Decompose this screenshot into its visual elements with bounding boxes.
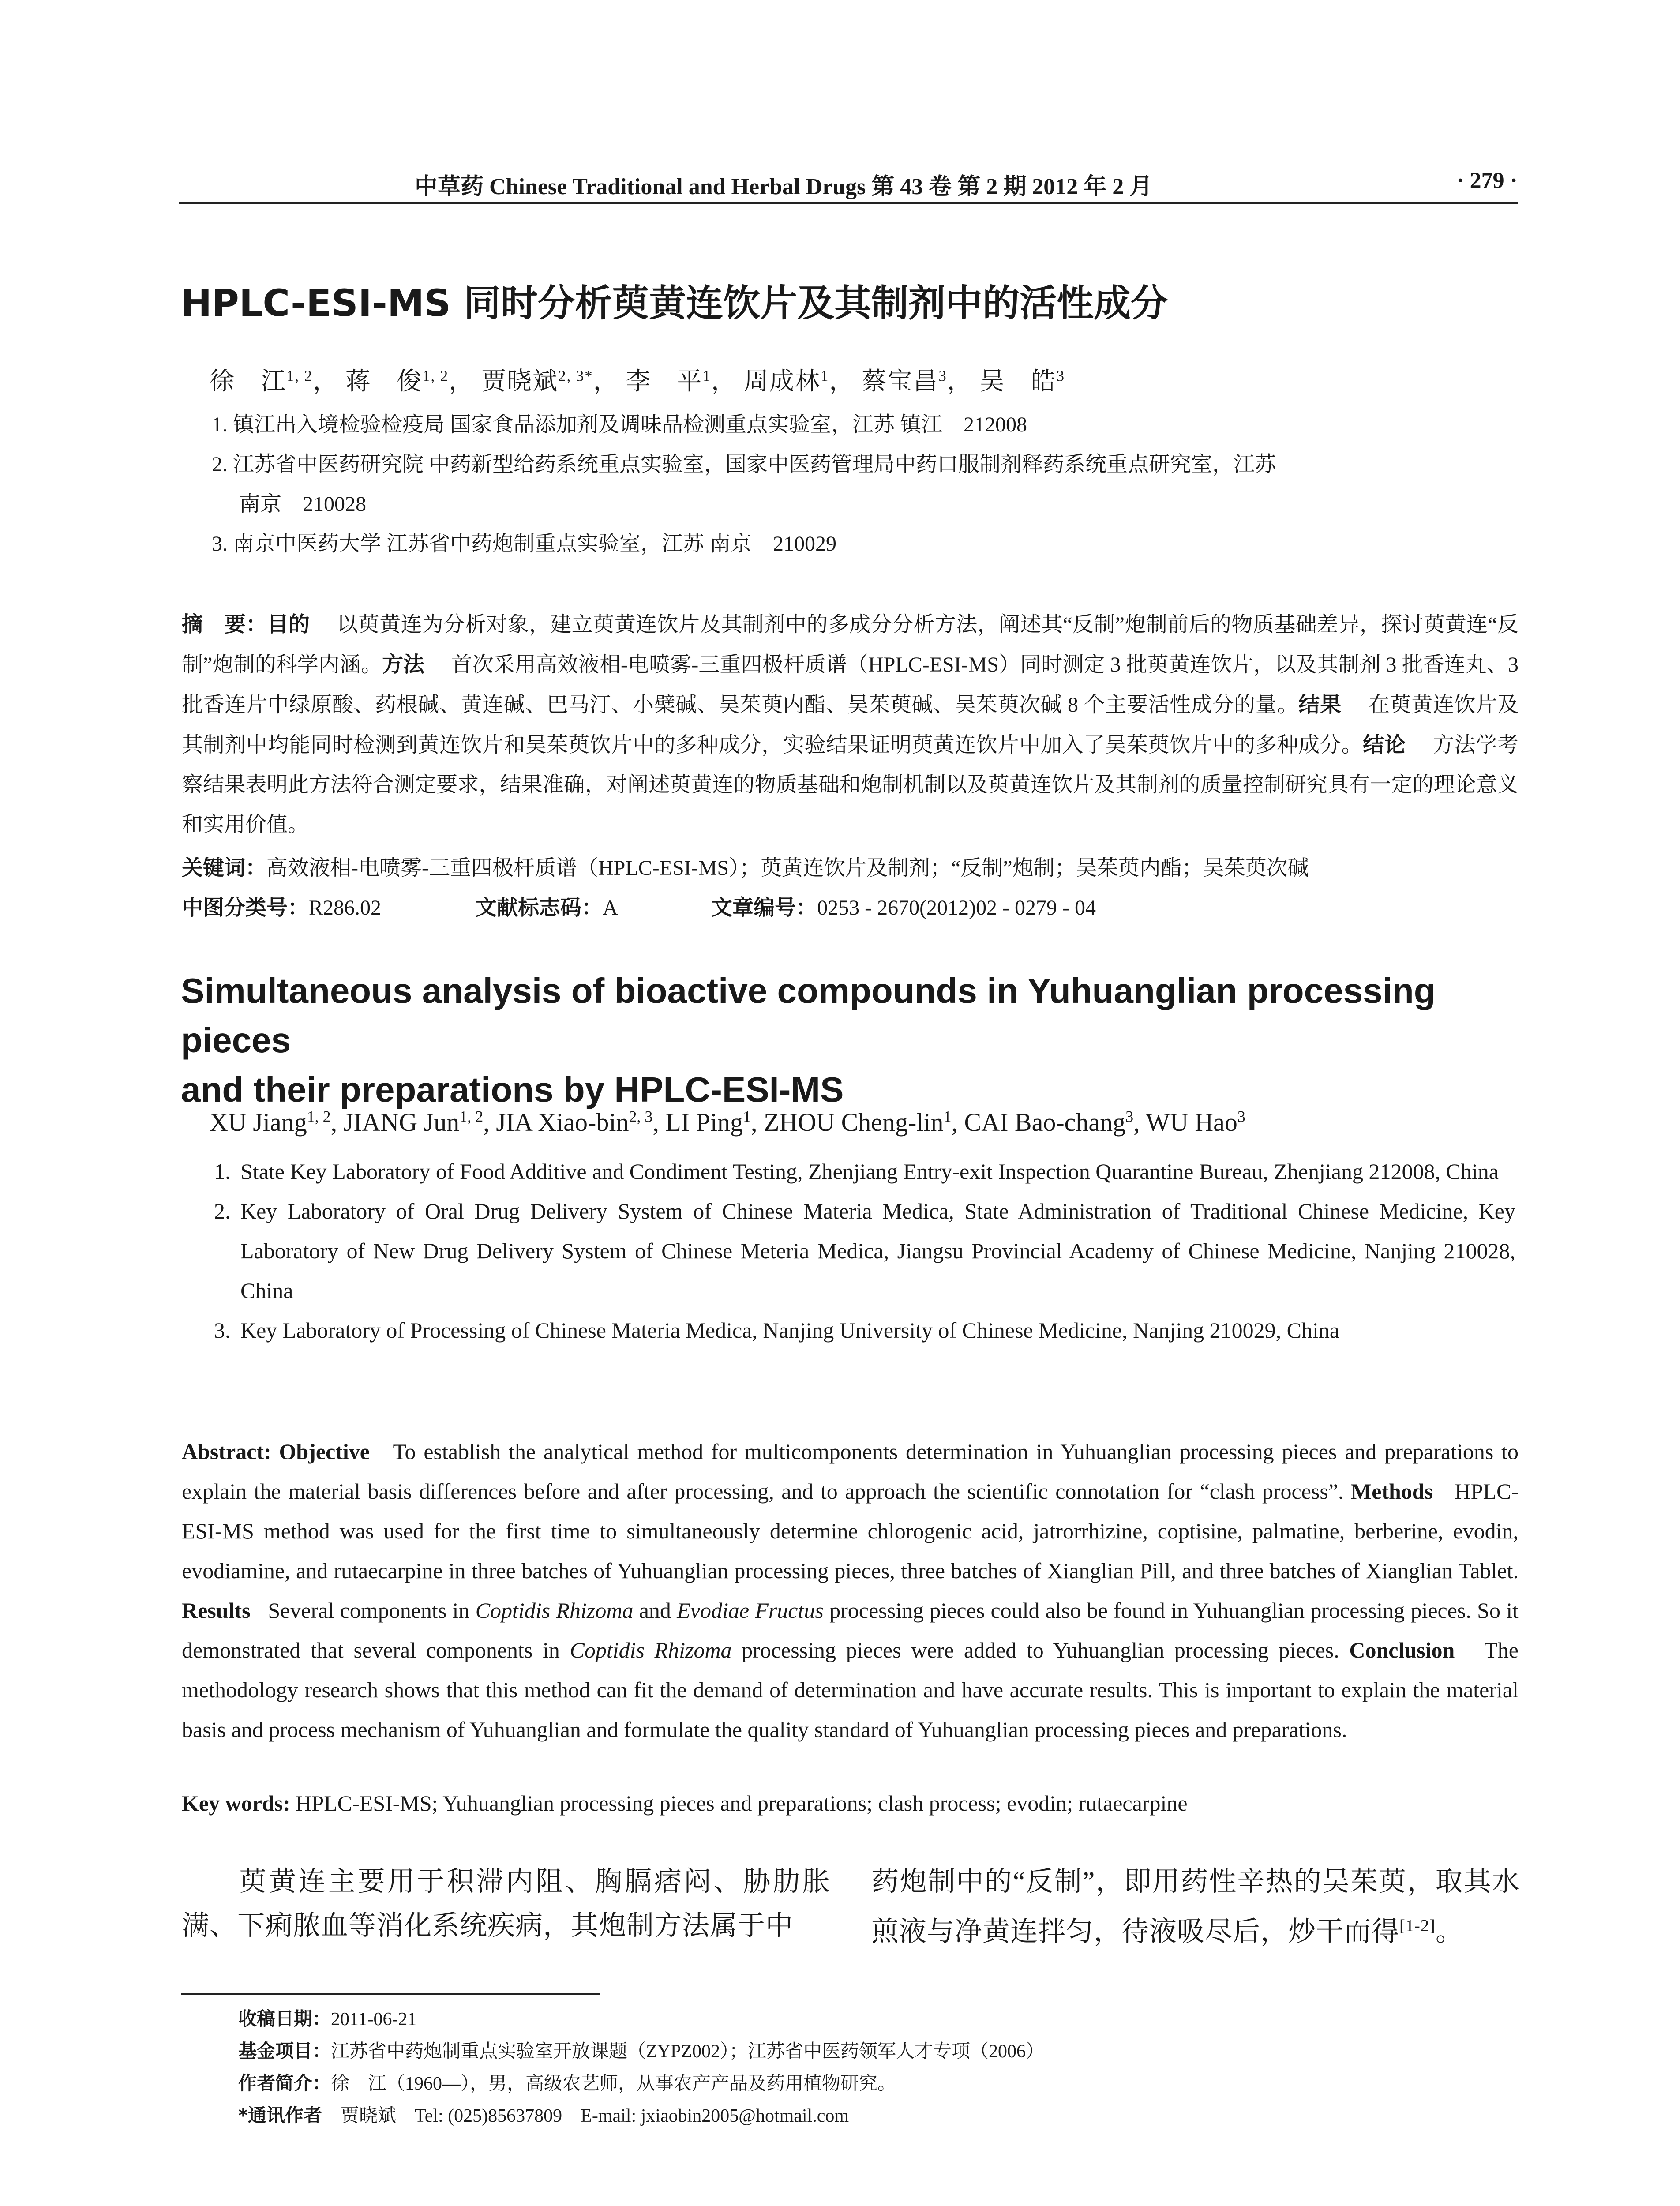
conclusion-label: 结论: [1363, 732, 1406, 757]
affiliation-en: 3. Key Laboratory of Processing of Chinese Materia Medica, Nanjing University of Chinese Medicine, Nanjing 210029, China: [214, 1318, 1340, 1343]
objective-en-text: To establish the analytical method for multicomponents determination in Yuhuanglian processing pieces and preparations to explain the material basis differences before and after processing, and to approach the scientific connotation for “clash process”.: [182, 1439, 1519, 1504]
author-cn: 蔡宝昌$^3$: [862, 367, 947, 395]
affiliations-en: [214, 1152, 1520, 1350]
author-cn: 徐 江$^{1, 2}$: [210, 367, 313, 395]
keywords-cn-text: 高效液相-电喷雾-三重四极杆质谱（HPLC-ESI-MS）；萸黄连饮片及制剂；“反制”炮制；吴茱萸内酯；吴茱萸次碱: [266, 856, 1309, 880]
keywords-en-label: Key words:: [182, 1791, 290, 1816]
footnotes: [238, 2003, 1044, 2132]
conclusion-en-text: The methodology research shows that this method can fit the demand of determination and have accurate results. This is important to explain the material basis and process mechanism of Yuhuanglian and formulate the quality standard of Yuhuanglian processing pieces and preparations.: [182, 1638, 1519, 1742]
page-number: · 279 ·: [1456, 168, 1518, 193]
results-text: 在萸黄连饮片及其制剂中均能同时检测到黄连饮片和吴茱萸饮片中的多种成分，实验结果证明萸黄连饮片中加入了吴茱萸饮片中的多种成分。: [182, 693, 1519, 757]
body-text: 药炮制中的“反制”，即用药性辛热的吴茱萸，取其水煎液与净黄连拌匀，待液吸尽后，炒干而得: [871, 1867, 1520, 1947]
authors-cn: 徐 江$^{1, 2}$， 蒋 俊$^{1, 2}$， 贾晓斌$^{2, 3*}$， 李 平$^1$， 周成林$^1$， 蔡宝昌$^3$， 吴 皓$^3$: [210, 367, 1065, 395]
conclusion-text: 方法学考察结果表明此方法符合测定要求，结果准确，对阐述萸黄连的物质基础和炮制机制以及萸黄连饮片及其制剂的质量控制研究具有一定的理论意义和实用价值。: [182, 733, 1519, 836]
journal-line: 中草药 Chinese Traditional and Herbal Drugs 第 43 卷 第 2 期 2012 年 2 月: [415, 174, 1153, 199]
species-name: Evodiae Fructus: [677, 1598, 824, 1623]
doc-code-label: 文献标志码：: [476, 895, 603, 920]
results-en-text: Several components in: [268, 1598, 470, 1623]
species-name: Coptidis Rhizoma: [475, 1598, 634, 1623]
results-en-text: processing pieces could also be found in Yuhuanglian processing pieces. So it demonstrated that several components in: [182, 1598, 1519, 1662]
affiliations-cn: [212, 405, 1522, 564]
doc-code-value: A: [603, 896, 617, 919]
abstract-en-label: Abstract: Objective: [182, 1439, 370, 1464]
clc-value: R286.02: [309, 896, 382, 919]
title-en-line2: and their preparations by HPLC-ESI-MS: [181, 1070, 844, 1109]
author-cn: 贾晓斌$^{2, 3*}$: [481, 367, 593, 395]
affiliation-cn: 2. 江苏省中医药研究院 中药新型给药系统重点实验室，国家中医药管理局中药口服制剂释药系统重点研究室，江苏: [212, 453, 1276, 476]
abstract-cn-label: 摘 要：: [182, 612, 267, 637]
footnote-fund: 基金项目：江苏省中药炮制重点实验室开放课题（ZYPZ002）；江苏省中医药领军人才专项（2006）: [238, 2040, 1045, 2062]
keywords-cn-label: 关键词：: [182, 855, 267, 880]
classification-line: [182, 890, 1096, 921]
affiliation-cn-cont: 南京 210028: [239, 492, 367, 516]
results-en-text: processing pieces were added to Yuhuanglian processing pieces.: [742, 1638, 1339, 1662]
title-en: [181, 966, 1526, 1114]
results-label: 结果: [1298, 692, 1342, 717]
author-cn: 吴 皓$^3$: [979, 367, 1065, 395]
body-text: 。: [1435, 1917, 1463, 1947]
species-name: Coptidis Rhizoma: [570, 1638, 732, 1662]
body-column-left: 萸黄连主要用于积滞内阻、胸膈痞闷、胁肋胀满、下痢脓血等消化系统疾病，其炮制方法属于中: [182, 1867, 830, 1941]
keywords-cn: [182, 851, 1309, 881]
objective-text: 以萸黄连为分析对象，建立萸黄连饮片及其制剂中的多成分分析方法，阐述其“反制”炮制前后的物质基础差异，探讨萸黄连“反制”炮制的科学内涵。: [182, 613, 1519, 676]
results-en-text: and: [639, 1598, 671, 1623]
affiliation-en: 1. State Key Laboratory of Food Additive and Condiment Testing, Zhenjiang Entry-exit Inspection Quarantine Bureau, Zhenjiang 212008, China: [214, 1159, 1499, 1184]
author-cn: 李 平$^1$: [626, 367, 711, 395]
footnote-rule: [181, 1993, 600, 1995]
article-no-value: 0253 - 2670(2012)02 - 0279 - 04: [817, 896, 1096, 919]
article-no-label: 文章编号：: [711, 895, 818, 920]
author-en: CAI Bao-chang$^3$: [964, 1108, 1134, 1137]
methods-en-text: HPLC-ESI-MS method was used for the first time to simultaneously determine chlorogenic acid, jatrorrhizine, coptisine, palmatine, berberine, evodin, evodiamine, and rutaecarpine in three batches of Yuhuanglian processing pieces, three batches of Xianglian Pill, and three batches of Xianglian Tablet.: [182, 1479, 1519, 1583]
methods-label: 方法: [382, 652, 425, 677]
keywords-en-text: HPLC-ESI-MS; Yuhuanglian processing pieces and preparations; clash process; evodin; rutaecarpine: [296, 1791, 1188, 1816]
abstract-cn: [182, 604, 1519, 844]
author-en: XU Jiang$^{1, 2}$: [210, 1108, 331, 1137]
author-en: JIA Xiao-bin$^{2, 3}$: [496, 1108, 653, 1137]
results-en-label: Results: [182, 1598, 251, 1623]
clc-label: 中图分类号：: [182, 895, 309, 920]
footnote-author: 作者简介：徐 江（1960—），男，高级农艺师，从事农产产品及药用植物研究。: [238, 2072, 896, 2094]
header-rule: [179, 202, 1518, 204]
affiliation-cn: 1. 镇江出入境检验检疫局 国家食品添加剂及调味品检测重点实验室，江苏 镇江 212008: [212, 413, 1028, 436]
author-cn: 蒋 俊$^{1, 2}$: [345, 367, 449, 395]
abstract-en: [182, 1432, 1519, 1749]
title-cn: HPLC-ESI-MS 同时分析萸黄连饮片及其制剂中的活性成分: [181, 281, 1168, 325]
authors-en: XU Jiang$^{1, 2}$, JIANG Jun$^{1, 2}$, JIA Xiao-bin$^{2, 3}$, LI Ping$^1$, ZHOU Cheng-lin$^1$, CAI Bao-chang$^3$, WU Hao$^3$: [210, 1108, 1245, 1137]
methods-en-label: Methods: [1351, 1479, 1433, 1504]
footnote-corresponding: *通讯作者 贾晓斌 Tel: (025)85637809 E-mail: jxiaobin2005@hotmail.com: [238, 2105, 849, 2126]
objective-label: 目的: [267, 612, 310, 637]
author-en: WU Hao$^3$: [1146, 1108, 1245, 1137]
methods-text: 首次采用高效液相-电喷雾-三重四极杆质谱（HPLC-ESI-MS）同时测定 3 批萸黄连饮片，以及其制剂 3 批香连丸、3 批香连片中绿原酸、药根碱、黄连碱、巴马汀、小檗碱、吴茱萸内酯、吴茱萸碱、吴茱萸次碱 8 个主要活性成分的量。: [182, 653, 1519, 717]
keywords-en: [182, 1790, 1188, 1816]
footnote-received: 收稿日期：2011-06-21: [238, 2008, 417, 2030]
conclusion-en-label: Conclusion: [1349, 1638, 1455, 1662]
author-en: JIANG Jun$^{1, 2}$: [343, 1108, 484, 1137]
body-column-right: [871, 1860, 1520, 1954]
citation: [1-2]: [1399, 1917, 1436, 1935]
running-header: [179, 168, 1518, 199]
author-en: ZHOU Cheng-lin$^1$: [764, 1108, 952, 1137]
affiliation-cn: 3. 南京中医药大学 江苏省中药炮制重点实验室，江苏 南京 210029: [212, 532, 837, 555]
affiliation-en: 2. Key Laboratory of Oral Drug Delivery System of Chinese Materia Medica, State Administration of Traditional Chinese Medicine, Key Laboratory of New Drug Delivery System of Chinese Meteria Medica, Jiangsu Provincial Academy of Chinese Medicine, Nanjing 210028, China: [214, 1199, 1515, 1303]
title-en-line1: Simultaneous analysis of bioactive compounds in Yuhuanglian processing pieces: [181, 971, 1436, 1060]
author-en: LI Ping$^1$: [665, 1108, 751, 1137]
author-cn: 周成林$^1$: [743, 367, 829, 395]
